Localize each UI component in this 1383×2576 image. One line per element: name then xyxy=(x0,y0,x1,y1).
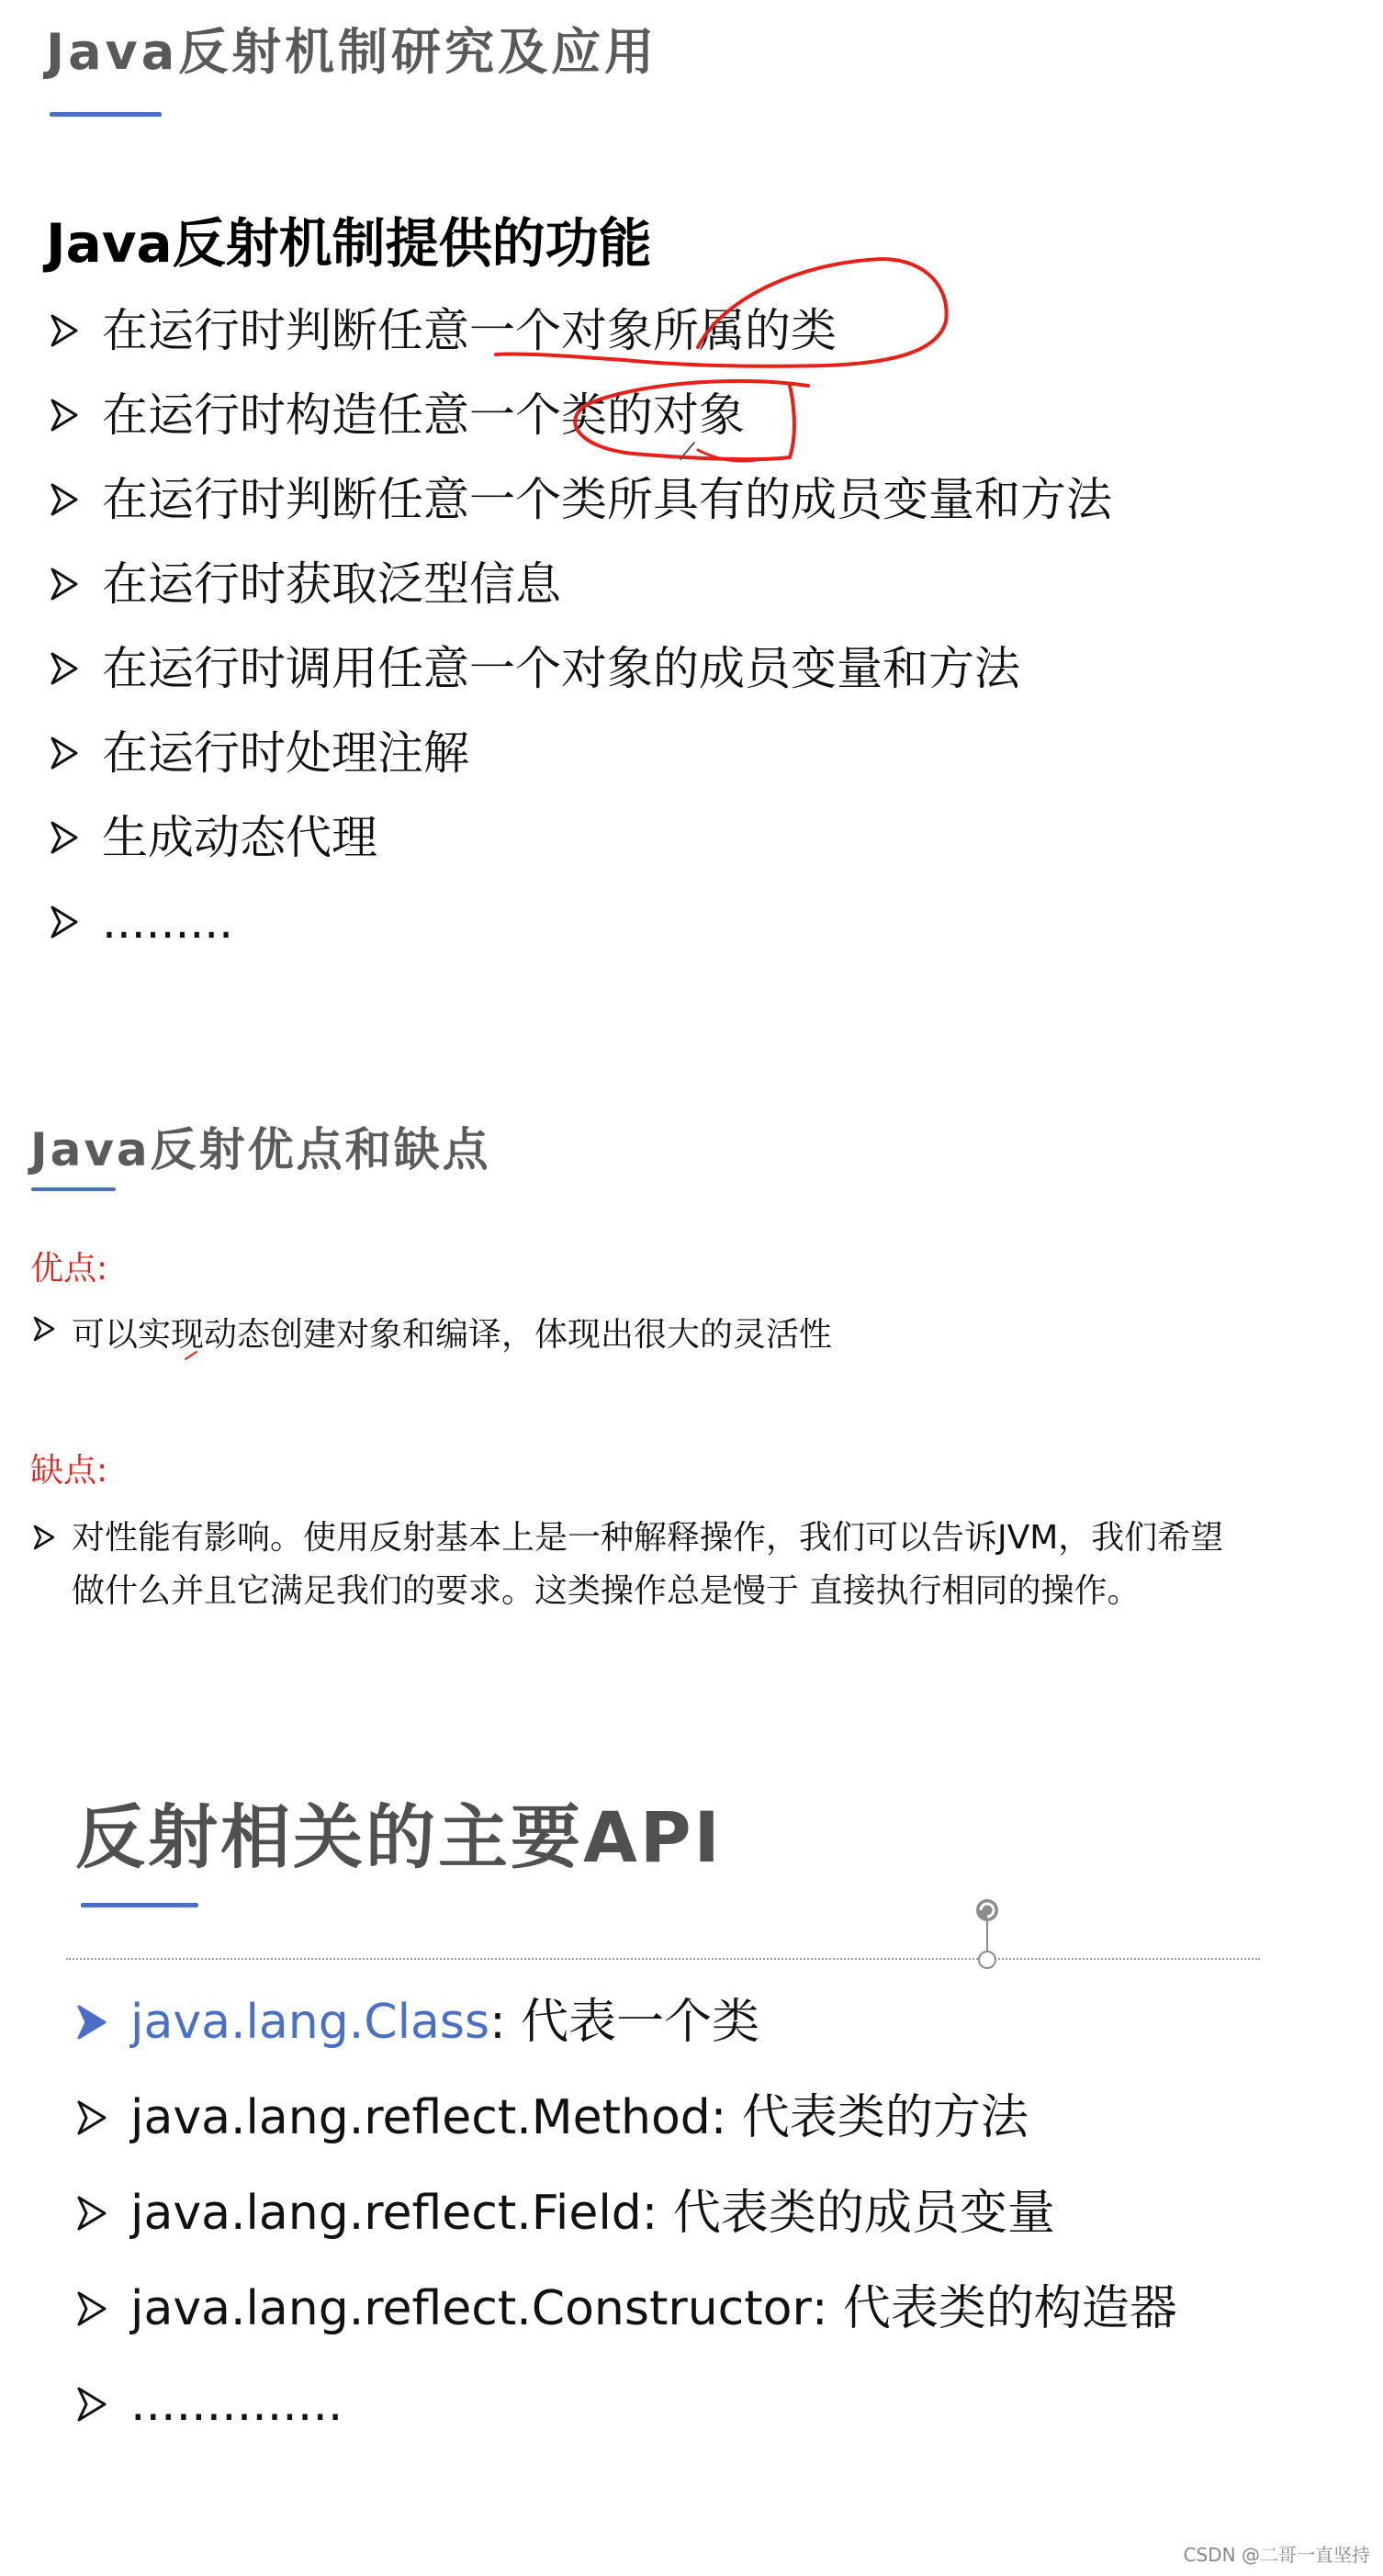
cons-item-line1: 对性能有影响。使用反射基本上是一种解释操作，我们可以告诉JVM，我们希望 xyxy=(72,1519,1224,1557)
slide1-subtitle: Java反射机制提供的功能 xyxy=(46,212,652,275)
list-item-text: 在运行时调用任意一个对象的成员变量和方法 xyxy=(102,642,1020,695)
list-item-text: 在运行时处理注解 xyxy=(102,726,469,780)
arrow-bullet-icon xyxy=(77,2100,107,2135)
list-item-text: 在运行时构造任意一个类的对象 xyxy=(102,388,745,442)
slide1-feature-list xyxy=(51,288,1112,964)
arrow-bullet-icon xyxy=(51,821,78,854)
api-desc: : 代表一个类 xyxy=(489,1995,760,2050)
arrow-bullet-icon xyxy=(33,1524,55,1550)
list-item xyxy=(77,2165,1177,2261)
cons-item xyxy=(33,1512,1223,1618)
api-name: .............. xyxy=(130,2377,343,2432)
list-item xyxy=(51,373,1112,457)
api-desc: : 代表类的构造器 xyxy=(811,2281,1177,2336)
list-item xyxy=(51,542,1112,626)
api-desc: : 代表类的方法 xyxy=(710,2090,1029,2145)
watermark: CSDN @二哥一直坚持 xyxy=(1183,2544,1370,2566)
arrow-bullet-icon xyxy=(51,399,78,432)
arrow-bullet-icon xyxy=(51,906,78,939)
list-item xyxy=(51,711,1112,795)
cons-item-line2: 做什么并且它满足我们的要求。这类操作总是慢于 直接执行相同的操作。 xyxy=(72,1572,1141,1610)
list-item xyxy=(77,2261,1177,2357)
pros-label: 优点: xyxy=(30,1250,108,1288)
api-desc: : 代表类的成员变量 xyxy=(641,2186,1055,2241)
slide3-api-list xyxy=(77,1974,1177,2452)
list-item-text: ......... xyxy=(102,895,234,949)
api-name: java.lang.Class xyxy=(130,1995,490,2050)
slide2-title-underline xyxy=(31,1187,116,1191)
list-item xyxy=(51,880,1112,964)
arrow-bullet-icon xyxy=(51,483,78,516)
arrow-bullet-icon xyxy=(77,2005,107,2040)
list-item-text: 在运行时判断任意一个类所具有的成员变量和方法 xyxy=(102,473,1112,526)
list-item xyxy=(51,795,1112,880)
api-name: java.lang.reflect.Method xyxy=(130,2090,711,2145)
rotate-handle-icon[interactable] xyxy=(968,1897,1006,1971)
list-item xyxy=(77,1974,1177,2070)
list-item xyxy=(77,2070,1177,2165)
pros-item xyxy=(33,1309,832,1355)
arrow-bullet-icon xyxy=(33,1316,55,1342)
arrow-bullet-icon xyxy=(77,2291,107,2326)
list-item xyxy=(77,2357,1177,2452)
slide3-title-underline xyxy=(81,1903,198,1907)
list-item xyxy=(51,626,1112,711)
list-item-text: 在运行时获取泛型信息 xyxy=(102,557,561,611)
api-name: java.lang.reflect.Field xyxy=(130,2186,642,2241)
list-item xyxy=(51,457,1112,542)
arrow-bullet-icon xyxy=(77,2196,107,2231)
cons-label: 缺点: xyxy=(30,1452,108,1490)
list-item-text: 在运行时判断任意一个对象所属的类 xyxy=(102,304,837,357)
arrow-bullet-icon xyxy=(51,652,78,685)
slide1-title: Java反射机制研究及应用 xyxy=(46,23,658,81)
arrow-bullet-icon xyxy=(51,314,78,347)
arrow-bullet-icon xyxy=(51,568,78,601)
slide3-title: 反射相关的主要API xyxy=(75,1796,723,1878)
list-item-text: 生成动态代理 xyxy=(102,811,377,864)
slide2-title: Java反射优点和缺点 xyxy=(30,1123,491,1176)
api-name: java.lang.reflect.Constructor xyxy=(130,2281,812,2336)
list-item xyxy=(51,288,1112,373)
arrow-bullet-icon xyxy=(51,737,78,770)
pros-item-text: 可以实现动态创建对象和编译，体现出很大的灵活性 xyxy=(72,1316,833,1354)
textbox-dotted-border xyxy=(66,1958,1260,1960)
slide1-title-underline xyxy=(50,112,162,117)
arrow-bullet-icon xyxy=(77,2387,107,2422)
